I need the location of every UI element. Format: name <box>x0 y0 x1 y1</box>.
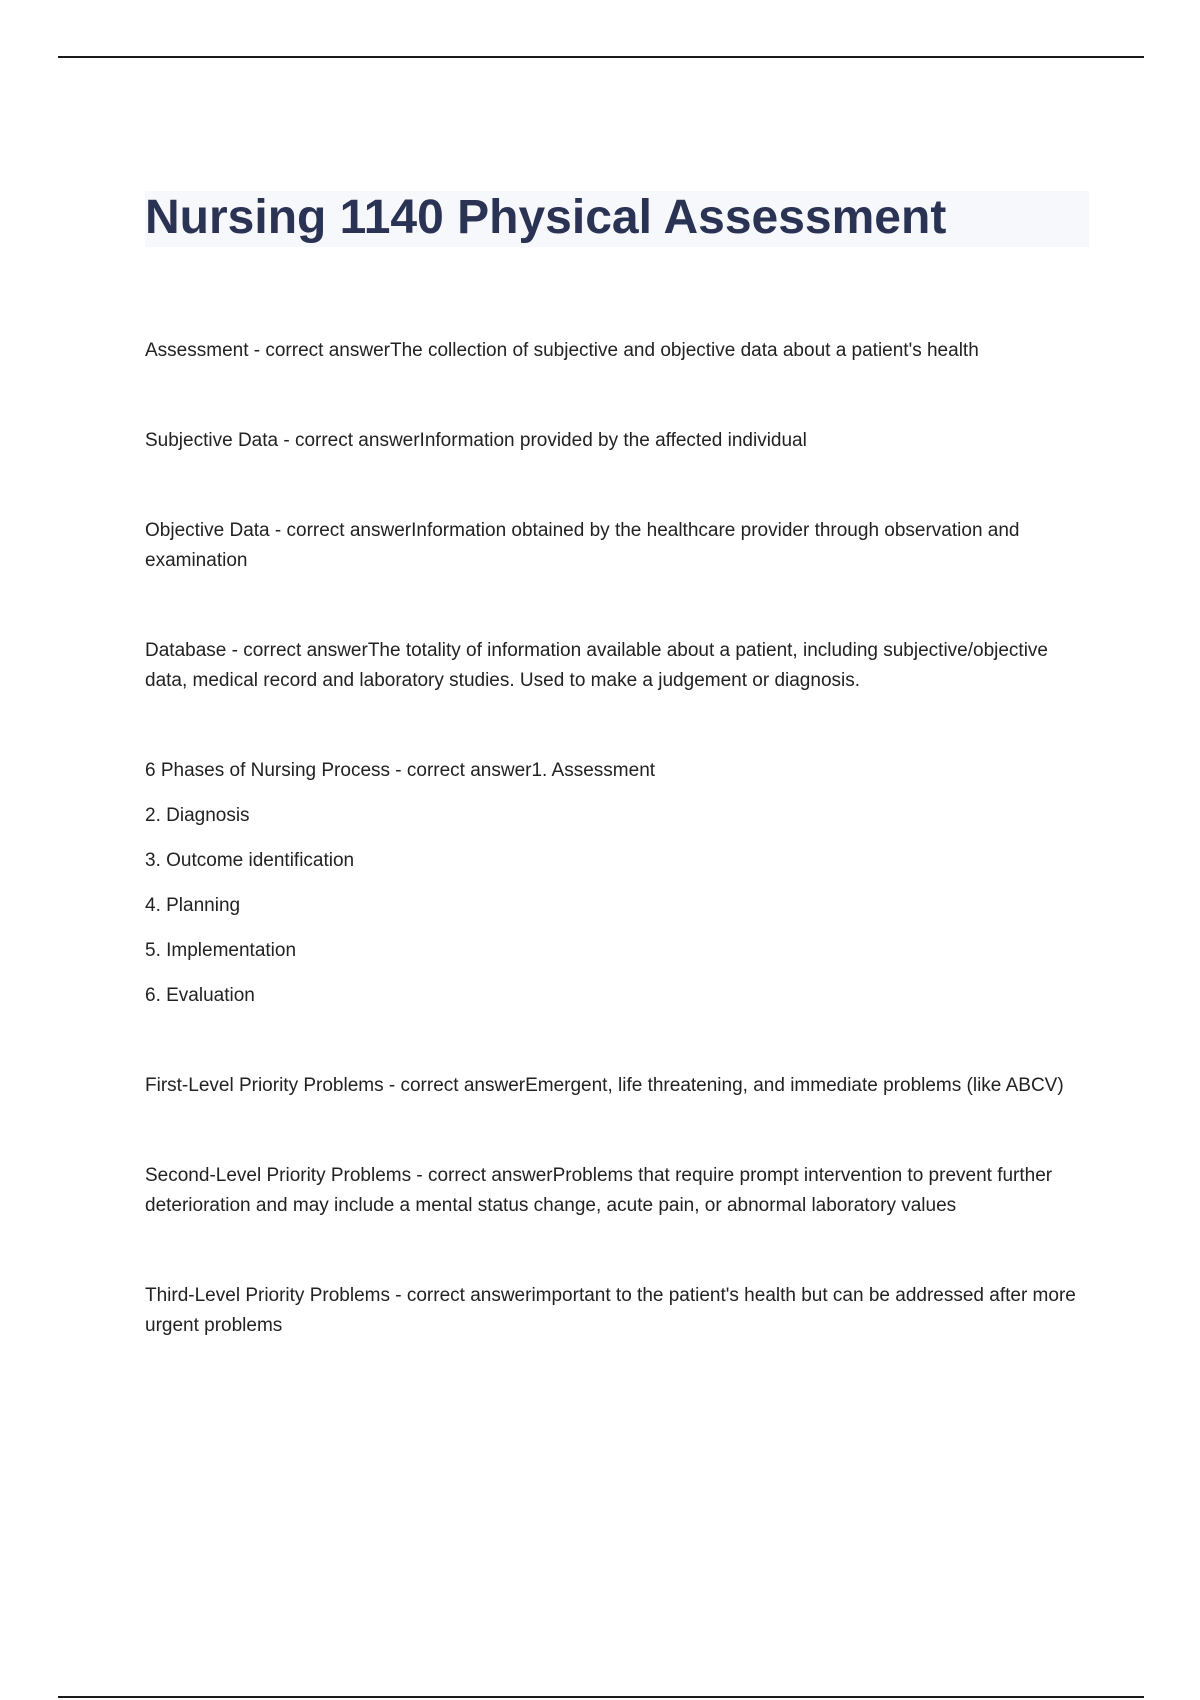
nursing-process-steps <box>145 801 1095 1011</box>
top-divider <box>58 56 1144 58</box>
entry-text: Objective Data - correct answerInformation obtained by the healthcare provider through observation and examination <box>145 520 1020 571</box>
flashcard-entry <box>145 1161 1095 1221</box>
page-title: Nursing 1140 Physical Assessment <box>145 191 947 244</box>
title-banner <box>145 191 1089 247</box>
entry-text: First-Level Priority Problems - correct answerEmergent, life threatening, and immediate problems (like ABCV) <box>145 1075 1064 1096</box>
flashcard-entry <box>145 1281 1095 1341</box>
step-item: 3. Outcome identification <box>145 850 355 871</box>
entry-text: Third-Level Priority Problems - correct answerimportant to the patient's health but can be addressed after more urgent problems <box>145 1285 1076 1336</box>
flashcard-entry <box>145 636 1095 696</box>
step-item: 4. Planning <box>145 895 241 916</box>
flashcard-entry <box>145 336 1095 366</box>
flashcard-list <box>145 336 1095 1401</box>
entry-text: Subjective Data - correct answerInformation provided by the affected individual <box>145 430 807 451</box>
flashcard-entry <box>145 516 1095 576</box>
entry-text: Assessment - correct answerThe collection of subjective and objective data about a patient's health <box>145 340 979 361</box>
entry-text: 6 Phases of Nursing Process - correct answer1. Assessment <box>145 760 656 781</box>
flashcard-entry <box>145 426 1095 456</box>
step-item: 6. Evaluation <box>145 985 255 1006</box>
step-item: 5. Implementation <box>145 940 297 961</box>
entry-text: Database - correct answerThe totality of information available about a patient, including subjective/objective data, medical record and laboratory studies. Used to make a judgement or diagnosis. <box>145 640 1049 691</box>
flashcard-entry <box>145 1071 1095 1101</box>
step-item: 2. Diagnosis <box>145 805 250 826</box>
flashcard-entry <box>145 756 1095 1011</box>
entry-text: Second-Level Priority Problems - correct answerProblems that require prompt intervention to prevent further deterioration and may include a mental status change, acute pain, or abnormal laboratory values <box>145 1165 1053 1216</box>
bottom-divider <box>58 1696 1144 1698</box>
